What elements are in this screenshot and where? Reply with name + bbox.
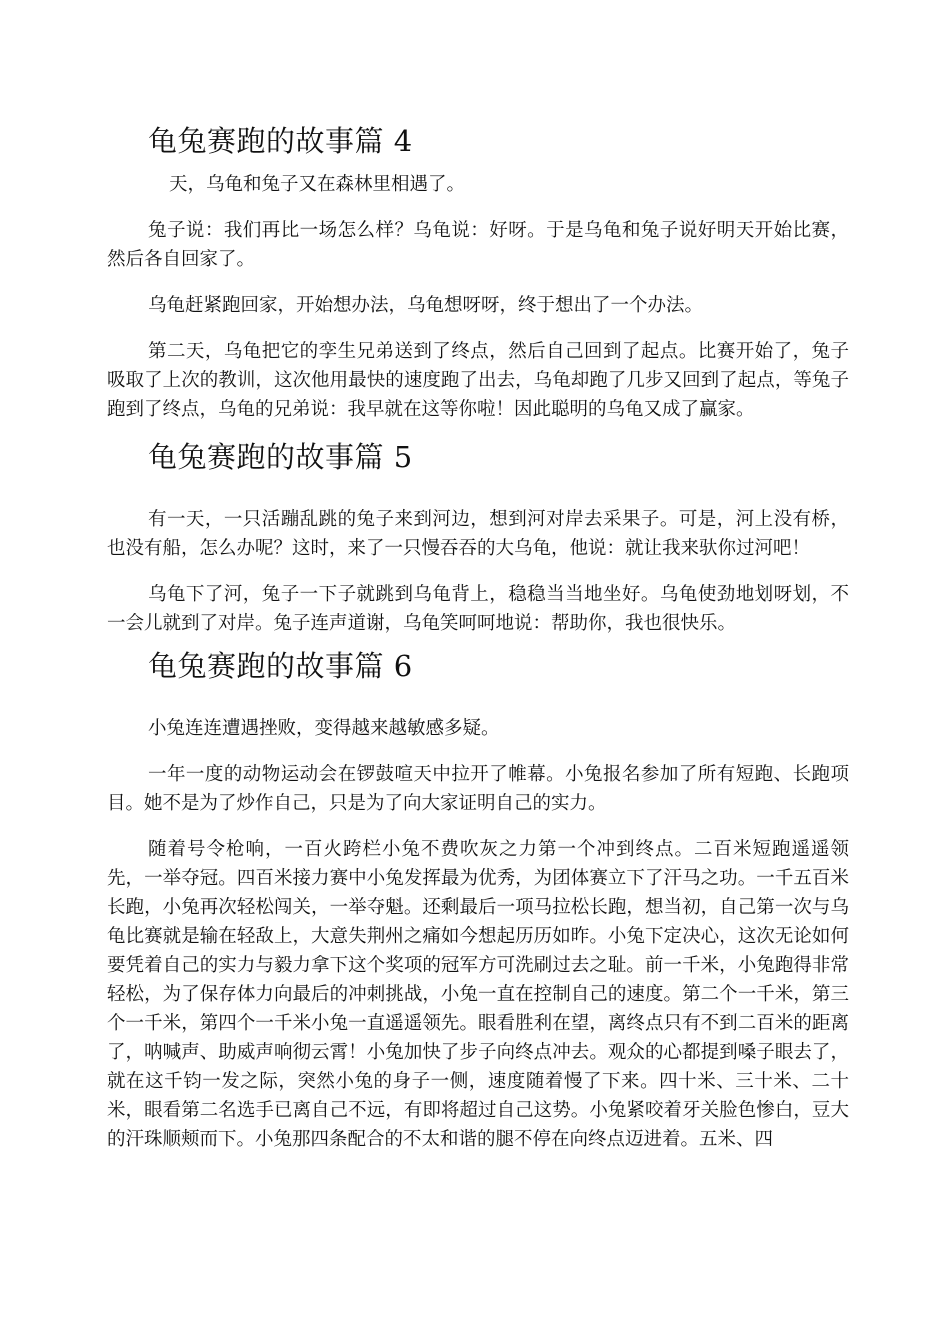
story-section-4 [107,118,849,424]
paragraph: 第二天，乌龟把它的孪生兄弟送到了终点，然后自己回到了起点。比赛开始了，兔子吸取了上次的教训，这次他用最快的速度跑了出去，乌龟却跑了几步又回到了起点，等兔子跑到了终点，乌龟的兄弟说：我早就在这等你啦！因此聪明的乌龟又成了赢家。 [107,341,849,420]
paragraph: 天，乌龟和兔子又在森林里相遇了。 [169,174,466,195]
paragraph: 兔子说：我们再比一场怎么样？乌龟说：好呀。于是乌龟和兔子说好明天开始比赛，然后各自回家了。 [107,220,849,270]
section-title: 龟兔赛跑的故事篇 5 [148,440,413,474]
paragraph: 随着号令枪响，一百火跨栏小兔不费吹灰之力第一个冲到终点。二百米短跑遥遥领先，一举夺冠。四百米接力赛中小兔发挥最为优秀，为团体赛立下了汗马之功。一千五百米长跑，小兔再次轻松闯关，一举夺魁。还剩最后一项马拉松长跑，想当初，自己第一次与乌龟比赛就是输在轻敌上，大意失荆州之痛如今想起历历如昨。小兔下定决心，这次无论如何要凭着自己的实力与毅力拿下这个奖项的冠军方可洗刷过去之耻。前一千米，小兔跑得非常轻松，为了保存体力向最后的冲刺挑战，小兔一直在控制自己的速度。第二个一千米，第三个一千米，第四个一千米小兔一直遥遥领先。眼看胜利在望，离终点只有不到二百米的距离了，呐喊声、助威声响彻云霄！小兔加快了步子向终点冲去。观众的心都提到嗓子眼去了，就在这千钧一发之际，突然小兔的身子一侧，速度随着慢了下来。四十米、三十米、二十米，眼看第二名选手已离自己不远，有即将超过自己这势。小兔紧咬着牙关脸色惨白，豆大的汗珠顺颊而下。小兔那四条配合的不太和谐的腿不停在向终点迈进着。五米、四 [107,839,849,1150]
paragraph: 乌龟赶紧跑回家，开始想办法，乌龟想呀呀，终于想出了一个办法。 [148,295,704,316]
document-body [107,118,849,1171]
paragraph: 一年一度的动物运动会在锣鼓喧天中拉开了帷幕。小兔报名参加了所有短跑、长跑项目。她不是为了炒作自己，只是为了向大家证明自己的实力。 [107,764,849,814]
section-title: 龟兔赛跑的故事篇 6 [148,649,413,683]
story-section-6 [107,643,849,1154]
paragraph: 小兔连连遭遇挫败，变得越来越敏感多疑。 [148,718,500,739]
paragraph: 有一天，一只活蹦乱跳的兔子来到河边，想到河对岸去采果子。可是，河上没有桥，也没有船，怎么办呢？这时，来了一只慢吞吞的大乌龟，他说：就让我来驮你过河吧！ [107,509,849,559]
section-title: 龟兔赛跑的故事篇 4 [148,124,413,158]
story-section-5 [107,434,849,638]
paragraph: 乌龟下了河，兔子一下子就跳到乌龟背上，稳稳当当地坐好。乌龟使劲地划呀划，不一会儿就到了对岸。兔子连声道谢，乌龟笑呵呵地说：帮助你，我也很快乐。 [107,584,849,634]
